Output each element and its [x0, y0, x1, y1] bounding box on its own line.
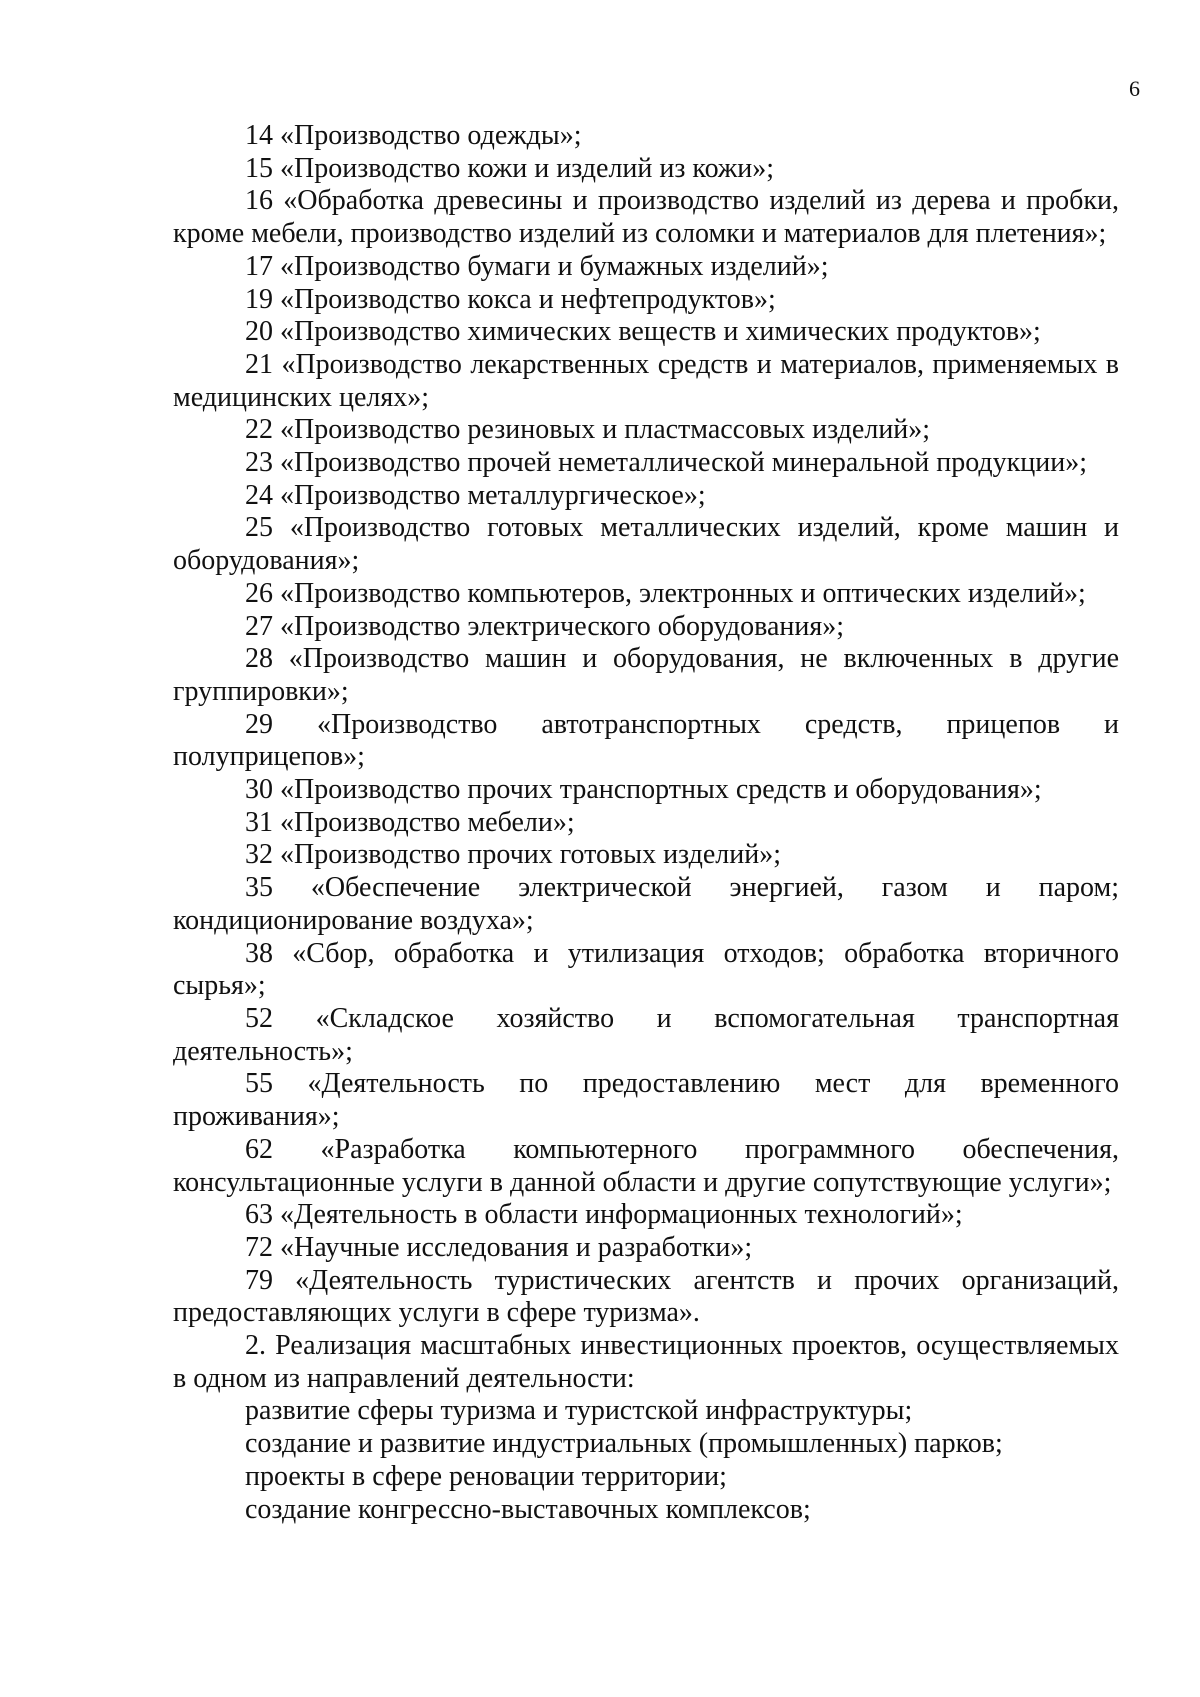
list-item: 72 «Научные исследования и разработки»; — [245, 1231, 753, 1263]
list-item: 27 «Производство электрического оборудования»; — [245, 610, 845, 642]
list-item: 63 «Деятельность в области информационных технологий»; — [245, 1199, 963, 1231]
list-item: 62 «Разработка компьютерного программного обеспечения, консультационные услуги в данной области и другие сопутствующие услуги»; — [173, 1133, 1119, 1198]
list-item: 55 «Деятельность по предоставлению мест для временного проживания»; — [173, 1068, 1119, 1133]
list-item: 79 «Деятельность туристических агентств и прочих организаций, предоставляющих услуги в сфере туризма». — [173, 1264, 1119, 1329]
list-item: 21 «Производство лекарственных средств и материалов, применяемых в медицинских целях»; — [173, 348, 1119, 413]
list-item: 20 «Производство химических веществ и химических продуктов»; — [245, 316, 1041, 348]
list-item: 24 «Производство металлургическое»; — [245, 479, 706, 511]
section-heading: 2. Реализация масштабных инвестиционных проектов, осуществляемых в одном из направлений деятельности: — [173, 1330, 1119, 1394]
page-number: 6 — [1129, 76, 1140, 101]
list-item: 31 «Производство мебели»; — [245, 806, 575, 838]
list-item: 29 «Производство автотранспортных средств, прицепов и полуприцепов»; — [173, 708, 1119, 773]
list-item: 25 «Производство готовых металлических изделий, кроме машин и оборудования»; — [173, 512, 1119, 577]
direction-item: создание конгрессно-выставочных комплексов; — [245, 1493, 811, 1525]
list-item: 17 «Производство бумаги и бумажных изделий»; — [245, 250, 829, 282]
list-item: 16 «Обработка древесины и производство изделий из дерева и пробки, кроме мебели, производство изделий из соломки и материалов для плетения»; — [173, 185, 1119, 250]
direction-item: проекты в сфере реновации территории; — [245, 1460, 727, 1492]
list-item: 15 «Производство кожи и изделий из кожи»; — [245, 152, 775, 184]
list-item: 26 «Производство компьютеров, электронных и оптических изделий»; — [245, 577, 1086, 609]
list-item: 28 «Производство машин и оборудования, не включенных в другие группировки»; — [173, 643, 1119, 707]
list-item: 30 «Производство прочих транспортных средств и оборудования»; — [245, 774, 1042, 806]
list-item: 52 «Складское хозяйство и вспомогательная транспортная деятельность»; — [173, 1002, 1119, 1067]
direction-item: развитие сферы туризма и туристской инфраструктуры; — [245, 1395, 913, 1427]
list-item: 32 «Производство прочих готовых изделий»; — [245, 839, 782, 871]
list-item: 38 «Сбор, обработка и утилизация отходов; обработка вторичного сырья»; — [173, 937, 1119, 1002]
document-body — [173, 120, 1119, 1526]
direction-item: создание и развитие индустриальных (промышленных) парков; — [245, 1428, 1003, 1460]
list-item: 22 «Производство резиновых и пластмассовых изделий»; — [245, 414, 931, 446]
list-item: 35 «Обеспечение электрической энергией, газом и паром; кондиционирование воздуха»; — [173, 872, 1119, 936]
list-item: 19 «Производство кокса и нефтепродуктов»; — [245, 283, 776, 315]
list-item: 14 «Производство одежды»; — [245, 120, 582, 151]
list-item: 23 «Производство прочей неметаллической минеральной продукции»; — [245, 447, 1087, 479]
